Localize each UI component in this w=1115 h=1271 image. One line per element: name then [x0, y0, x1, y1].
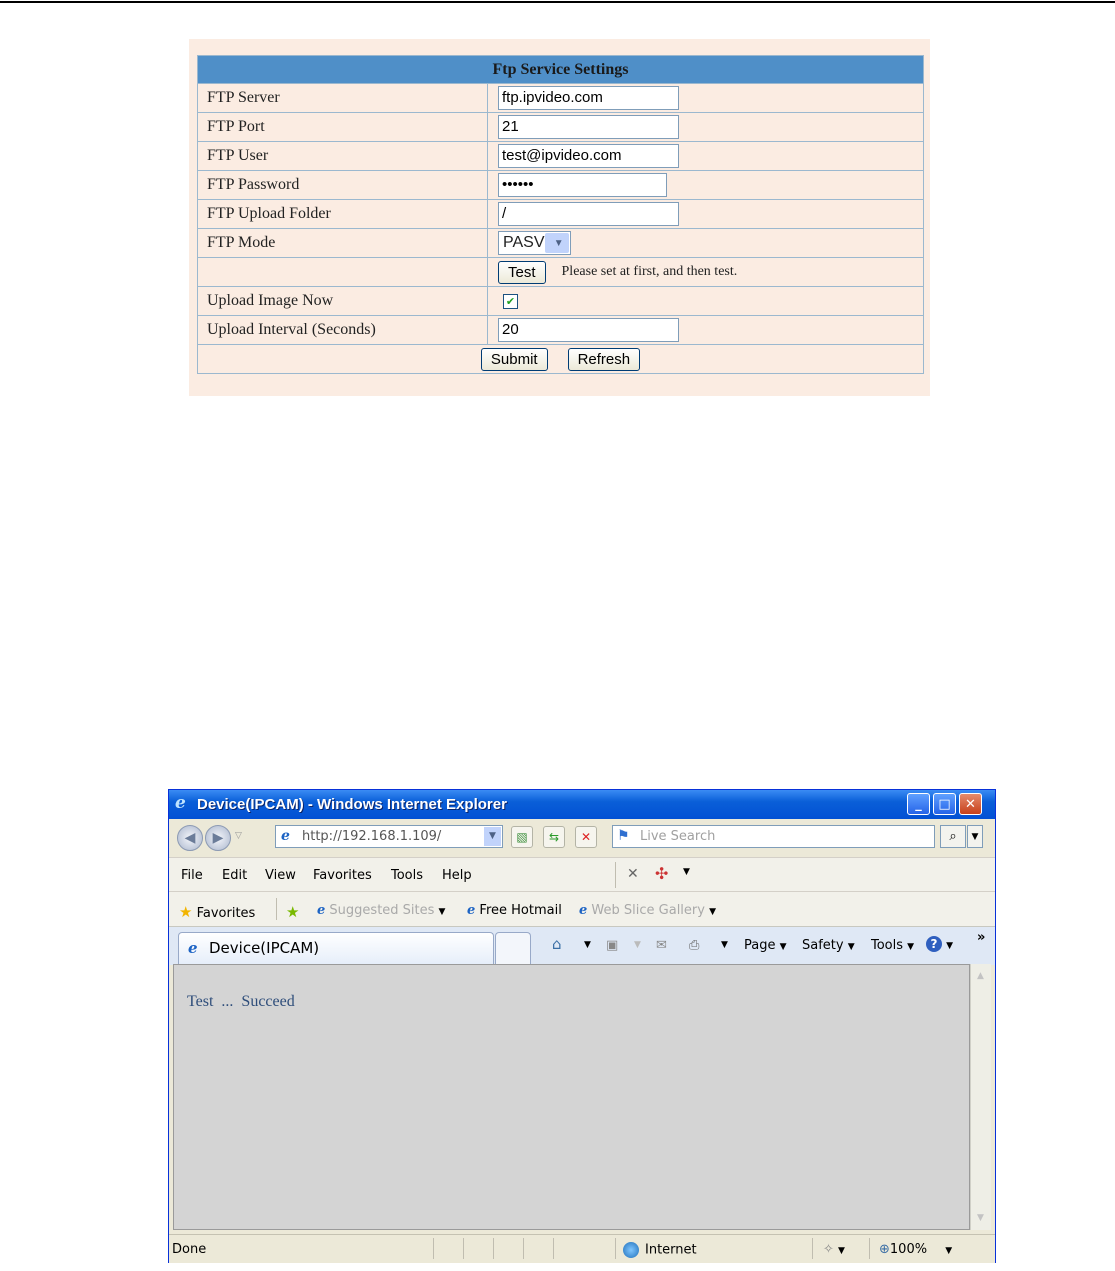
- help-icon: ?: [926, 936, 942, 952]
- divider: [615, 1238, 616, 1259]
- menu-view[interactable]: View: [265, 868, 296, 883]
- forward-button[interactable]: [205, 825, 231, 851]
- ftp-mode-label: FTP Mode: [198, 229, 488, 258]
- magnifier-icon: ⌕: [949, 829, 957, 844]
- upload-image-now-label: Upload Image Now: [198, 287, 488, 316]
- ie-logo-icon: e: [175, 793, 186, 813]
- table-row: [198, 113, 924, 142]
- ftp-mode-value: PASV: [503, 234, 545, 251]
- close-button[interactable]: ✕: [959, 793, 982, 815]
- page-icon: e: [281, 828, 290, 844]
- suggested-sites-link[interactable]: [317, 903, 445, 918]
- compatibility-icon[interactable]: ▧: [511, 826, 533, 848]
- scroll-up-icon[interactable]: ▲: [977, 971, 984, 981]
- ie-page-icon: e: [467, 903, 476, 918]
- divider: [493, 1238, 494, 1259]
- ftp-upload-folder-label: FTP Upload Folder: [198, 200, 488, 229]
- divider: [463, 1238, 464, 1259]
- web-slice-gallery-link[interactable]: [579, 903, 716, 918]
- upload-image-now-checkbox[interactable]: [503, 294, 518, 309]
- ftp-server-label: FTP Server: [198, 84, 488, 113]
- tab-title: Device(IPCAM): [209, 939, 320, 957]
- favorites-button[interactable]: [179, 903, 255, 921]
- page-menu[interactable]: Page ▼: [744, 938, 787, 953]
- suggested-sites-label: Suggested Sites: [329, 903, 435, 918]
- chevron-down-icon[interactable]: ▼: [584, 940, 591, 950]
- table-row: [198, 200, 924, 229]
- ftp-settings-panel: [189, 39, 930, 396]
- divider: [276, 898, 277, 920]
- ftp-mode-select[interactable]: [498, 231, 571, 255]
- ftp-server-input[interactable]: ftp.ipvideo.com: [498, 86, 679, 110]
- address-text: http://192.168.1.109/: [302, 829, 442, 844]
- search-input[interactable]: [612, 825, 935, 848]
- table-row: [198, 287, 924, 316]
- window-title: Device(IPCAM) - Windows Internet Explorer: [197, 796, 507, 813]
- menu-bar: [169, 857, 995, 892]
- more-commands-icon[interactable]: »: [977, 930, 986, 945]
- status-bar: [169, 1234, 995, 1263]
- zoom-control[interactable]: [879, 1242, 952, 1257]
- history-dropdown-icon[interactable]: ▽: [235, 831, 242, 841]
- safety-menu[interactable]: Safety ▼: [802, 938, 855, 953]
- address-bar: [169, 819, 995, 857]
- maximize-button[interactable]: □: [933, 793, 956, 815]
- chevron-down-icon: ▼: [438, 907, 446, 917]
- page-menu-label: Page: [744, 938, 776, 953]
- ftp-password-label: FTP Password: [198, 171, 488, 200]
- ftp-upload-folder-input[interactable]: /: [498, 202, 679, 226]
- minimize-button[interactable]: _: [907, 793, 930, 815]
- ie-page-icon: e: [579, 903, 588, 918]
- table-row: [198, 258, 924, 287]
- search-button[interactable]: [940, 825, 966, 848]
- star-icon: ★: [179, 903, 193, 921]
- arrow-left-icon: ◀: [184, 830, 196, 846]
- addon-icon[interactable]: ✣: [655, 864, 669, 883]
- mail-icon[interactable]: ✉: [656, 938, 667, 953]
- refresh-button[interactable]: Refresh: [568, 348, 641, 371]
- arrow-right-icon: ▶: [212, 830, 224, 846]
- table-row: [198, 84, 924, 113]
- favorites-bar: [169, 891, 995, 927]
- ie-window: [168, 789, 996, 1263]
- empty-label: [198, 258, 488, 287]
- table-row: [198, 171, 924, 200]
- upload-interval-input[interactable]: 20: [498, 318, 679, 342]
- new-tab-button[interactable]: [495, 932, 531, 964]
- home-icon[interactable]: ⌂: [552, 935, 562, 953]
- address-input[interactable]: [275, 825, 503, 848]
- divider: [523, 1238, 524, 1259]
- status-text: Done: [172, 1242, 207, 1257]
- search-placeholder: Live Search: [640, 829, 716, 844]
- chevron-down-icon: ▼: [709, 907, 717, 917]
- print-icon[interactable]: ⎙: [689, 938, 700, 953]
- menu-edit[interactable]: Edit: [222, 868, 248, 883]
- help-menu[interactable]: ? ▼: [926, 936, 953, 952]
- upload-interval-label: Upload Interval (Seconds): [198, 316, 488, 345]
- scroll-down-icon[interactable]: ▼: [977, 1213, 984, 1223]
- menu-help[interactable]: Help: [442, 868, 472, 883]
- globe-icon: [623, 1242, 639, 1258]
- chevron-down-icon: ▼: [971, 831, 979, 842]
- search-options-button[interactable]: [967, 825, 983, 848]
- zoom-level: 100%: [889, 1242, 928, 1257]
- page-content: [173, 964, 970, 1230]
- ftp-port-input[interactable]: 21: [498, 115, 679, 139]
- ftp-settings-title: Ftp Service Settings: [198, 56, 924, 84]
- table-row: [198, 316, 924, 345]
- top-rule: [0, 1, 1115, 3]
- chevron-down-icon[interactable]: ▼: [721, 940, 728, 950]
- refresh-icon[interactable]: ⇆: [543, 826, 565, 848]
- checkmark-icon: ✔: [505, 295, 516, 308]
- address-dropdown-icon[interactable]: ▼: [484, 827, 501, 846]
- live-search-icon: ⚑: [617, 828, 630, 844]
- vertical-scrollbar[interactable]: [970, 964, 991, 1230]
- menu-tools[interactable]: Tools: [391, 868, 424, 883]
- table-row: [198, 345, 924, 374]
- ftp-user-label: FTP User: [198, 142, 488, 171]
- tab-bar: [169, 926, 995, 965]
- ie-page-icon: e: [188, 939, 198, 957]
- chevron-down-icon[interactable]: ▼: [545, 233, 570, 253]
- divider: [869, 1238, 870, 1259]
- test-button[interactable]: Test: [498, 261, 546, 284]
- web-slice-gallery-label: Web Slice Gallery: [591, 903, 705, 918]
- table-row: [198, 229, 924, 258]
- divider: [553, 1238, 554, 1259]
- chevron-down-icon: ▼: [634, 940, 641, 950]
- zoom-icon: ⊕: [879, 1242, 890, 1257]
- safety-menu-label: Safety: [802, 938, 844, 953]
- close-icon[interactable]: ✕: [627, 866, 639, 882]
- divider: [615, 862, 616, 888]
- add-favorite-icon[interactable]: ★: [286, 903, 300, 921]
- divider: [812, 1238, 813, 1259]
- chevron-down-icon[interactable]: ▼: [683, 867, 690, 877]
- security-zone: [623, 1242, 697, 1258]
- free-hotmail-link[interactable]: [467, 903, 562, 918]
- back-button[interactable]: [177, 825, 203, 851]
- menu-file[interactable]: File: [181, 868, 203, 883]
- divider: [433, 1238, 434, 1259]
- tools-menu-label: Tools: [871, 938, 904, 953]
- ftp-password-input[interactable]: ••••••: [498, 173, 667, 197]
- ftp-user-input[interactable]: test@ipvideo.com: [498, 144, 679, 168]
- title-bar[interactable]: [169, 790, 995, 819]
- protected-mode-icon[interactable]: ✧ ▼: [823, 1242, 845, 1257]
- ftp-settings-table: [197, 55, 924, 374]
- tab-device-ipcam[interactable]: [178, 932, 494, 964]
- ie-page-icon: e: [317, 903, 326, 918]
- test-result-message: Test ... Succeed: [187, 993, 295, 1010]
- ftp-port-label: FTP Port: [198, 113, 488, 142]
- submit-button[interactable]: Submit: [481, 348, 548, 371]
- feeds-icon[interactable]: ▣: [606, 938, 619, 953]
- tools-menu[interactable]: Tools ▼: [871, 938, 915, 953]
- favorites-label: Favorites: [196, 906, 256, 921]
- chevron-down-icon: ▼: [945, 1246, 953, 1256]
- free-hotmail-label: Free Hotmail: [479, 903, 562, 918]
- test-hint: Please set at first, and then test.: [561, 264, 738, 279]
- zone-label: Internet: [645, 1242, 697, 1258]
- stop-icon[interactable]: ✕: [575, 826, 597, 848]
- table-row: [198, 142, 924, 171]
- menu-favorites[interactable]: Favorites: [313, 868, 372, 883]
